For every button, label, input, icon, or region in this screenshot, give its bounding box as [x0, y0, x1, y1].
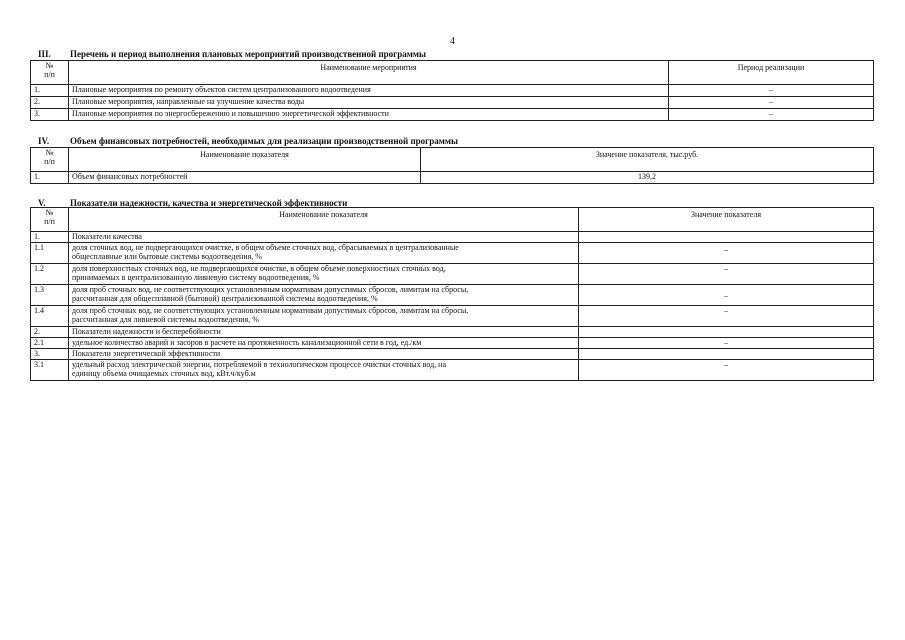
row-name: Объем финансовых потребностей	[69, 172, 421, 184]
row-num: 1.3	[31, 285, 69, 306]
header-num: № п/п	[31, 148, 69, 172]
table-row	[31, 264, 874, 285]
row-name: Показатели надежности и бесперебойности	[69, 327, 579, 338]
row-num: 1.2	[31, 264, 69, 285]
header-value: Значение показателя	[579, 208, 874, 232]
row-num: 1.	[31, 85, 69, 97]
table-row	[31, 360, 874, 381]
section-4-title	[38, 136, 458, 146]
table-row	[31, 285, 874, 306]
page-number: 4	[450, 36, 455, 47]
row-num: 1.	[31, 232, 69, 243]
row-num: 2.	[31, 97, 69, 109]
row-name: удельный расход электрической энергии, потребляемой в технологическом процессе очистки сточных вод, на единицу объема очищаемых сточных вод, кВт.ч/куб.м	[69, 360, 579, 381]
header-name: Наименование показателя	[69, 208, 579, 232]
header-period: Период реализации	[669, 61, 874, 85]
header-value: Значение показателя, тыс.руб.	[421, 148, 874, 172]
section-3-title	[38, 49, 426, 59]
section-3-title-text: Перечень и период выполнения плановых мероприятий производственной программы	[70, 49, 427, 59]
row-num: 3.1	[31, 360, 69, 381]
row-name: Показатели качества	[69, 232, 579, 243]
row-num: 2.1	[31, 338, 69, 349]
table-row	[31, 349, 874, 360]
table-row	[31, 232, 874, 243]
header-num: № п/п	[31, 61, 69, 85]
row-num: 1.4	[31, 306, 69, 327]
row-value: –	[579, 338, 874, 349]
row-value: –	[669, 109, 874, 121]
table-row	[31, 327, 874, 338]
section-5-table	[30, 207, 874, 381]
row-value: –	[669, 97, 874, 109]
section-4-table	[30, 147, 874, 184]
section-5-title-text: Показатели надежности, качества и энергетической эффективности	[70, 198, 348, 208]
row-value: –	[669, 85, 874, 97]
row-name: доля поверхностных сточных вод, не подвергающихся очистке, в общем объеме поверхностных сточных вод, принимаемых в централизованную ливневую систему водоотведения, %	[69, 264, 579, 285]
row-num: 3.	[31, 349, 69, 360]
table-row	[31, 172, 874, 184]
row-value: –	[579, 360, 874, 381]
row-num: 2.	[31, 327, 69, 338]
row-name: удельное количество аварий и засоров в расчете на протяженность канализационной сети в год, ед./км	[69, 338, 579, 349]
table-row	[31, 306, 874, 327]
row-num: 1.1	[31, 243, 69, 264]
row-value: –	[579, 306, 874, 327]
row-value: –	[579, 243, 874, 264]
row-value: 139,2	[421, 172, 874, 184]
row-name: Показатели энергетической эффективности	[69, 349, 579, 360]
row-num: 3.	[31, 109, 69, 121]
row-value: –	[579, 264, 874, 285]
table-row	[31, 338, 874, 349]
row-num: 1.	[31, 172, 69, 184]
row-name: доля сточных вод, не подвергающихся очистке, в общем объеме сточных вод, сбрасываемых в централизованные общесплавные или бытовые системы водоотведения, %	[69, 243, 579, 264]
table-row	[31, 97, 874, 109]
table-row	[31, 109, 874, 121]
section-4-title-text: Объем финансовых потребностей, необходимых для реализации производственной программы	[70, 136, 459, 146]
row-value	[579, 327, 874, 338]
section-3-roman: III.	[38, 49, 51, 59]
row-value	[579, 349, 874, 360]
row-name: доля проб сточных вод, не соответствующих установленным нормативам допустимых сбросов, лимитам на сбросы, рассчитанная для ливневой системы водоотведения, %	[69, 306, 579, 327]
header-name: Наименование показателя	[69, 148, 421, 172]
table-row	[31, 85, 874, 97]
header-num: № п/п	[31, 208, 69, 232]
header-name: Наименование мероприятия	[69, 61, 669, 85]
row-value: –	[579, 285, 874, 306]
row-name: Плановые мероприятия по ремонту объектов систем централизованного водоотведения	[69, 85, 669, 97]
section-3-table	[30, 60, 874, 121]
row-name: Плановые мероприятия, направленные на улучшение качества воды	[69, 97, 669, 109]
row-name: Плановые мероприятия по энергосбережению и повышению энергетической эффективности	[69, 109, 669, 121]
section-4-roman: IV.	[38, 136, 50, 146]
table-row	[31, 243, 874, 264]
section-5-roman: V.	[38, 198, 46, 208]
row-name: доля проб сточных вод, не соответствующих установленным нормативам допустимых сбросов, лимитам на сбросы, рассчитанная для общесплавной (бытовой) централизованной системы водоотведения, %	[69, 285, 579, 306]
row-value	[579, 232, 874, 243]
